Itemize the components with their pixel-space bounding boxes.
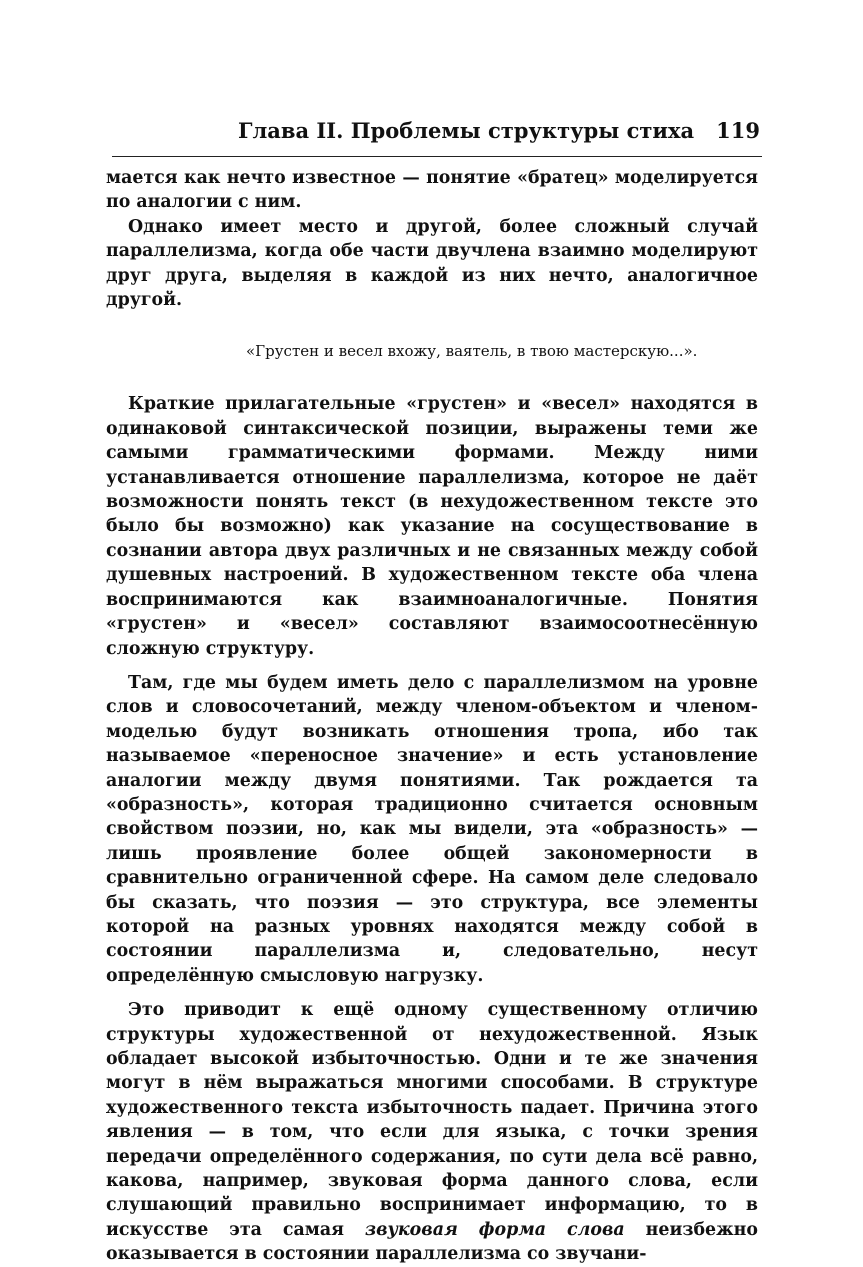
verse-quotation: «Грустен и весел вхожу, ваятель, в твою мастерскую...». (246, 342, 698, 361)
paragraph-4: Там, где мы будем иметь дело с параллелизмом на уровне слов и словосочетаний, между членом-объектом и членом-моделью будут возникать отношения тропа, ибо так называемое «переносное значение» и есть установление аналогии между двумя понятиями. Так рождается та «образность», которая традиционно считается основным свойством поэзии, но, как мы видели, эта «образность» — лишь проявление более общей закономерности в сравнительно ограниченной сфере. На самом деле следовало бы сказать, что поэзия — это структура, все элементы которой на разных уровнях находятся между собой в состоянии параллелизма и, следовательно, несут определённую смысловую нагрузку. (106, 672, 758, 986)
paragraph-5 (106, 998, 758, 1266)
paragraph-continuation: мается как нечто известное — понятие «братец» моделируется по аналогии с ним. (106, 168, 758, 213)
running-header (108, 118, 760, 143)
paragraph-5-text-b: неизбежно оказывается в состоянии параллелизма со звучани- (106, 1219, 758, 1265)
paragraph-5-text-a: Это приводит к ещё одному существенному отличию структуры художественной от нехудожественной. Язык обладает высокой избыточностью. Одни и те же значения могут в нём выражаться многими способами. В структуре художественного текста избыточность падает. Причина этого явления — в том, что если для языка, с точки зрения передачи определённого содержания, по сути дела всё равно, какова, например, звуковая форма данного слова, если слушающий правильно воспринимает информацию, то в искусстве эта самая (106, 1000, 758, 1240)
paragraph-3: Краткие прилагательные «грустен» и «весел» находятся в одинаковой синтаксической позиции, выражены теми же самыми грамматическими формами. Между ними устанавливается отношение параллелизма, которое не даёт возможности понять текст (в нехудожественном тексте это было бы возможно) как указание на сосуществование в сознании автора двух различных и не связанных между собой душевных настроений. В художественном тексте оба члена воспринимаются как взаимноаналогичные. Понятия «грустен» и «весел» составляют взаимосоотнесённую сложную структуру. (106, 394, 758, 659)
paragraph-2: Однако имеет место и другой, более сложный случай параллелизма, когда обе части двучлена взаимно моделируют друг друга, выделяя в каждой из них нечто, аналогичное другой. (106, 216, 758, 311)
page-number: 119 (716, 118, 760, 143)
header-rule (112, 156, 762, 157)
page-body (106, 166, 758, 1267)
paragraph-5-emphasis: звуковая форма слова (364, 1219, 625, 1240)
chapter-title: Глава II. Проблемы структуры стиха (238, 118, 695, 143)
